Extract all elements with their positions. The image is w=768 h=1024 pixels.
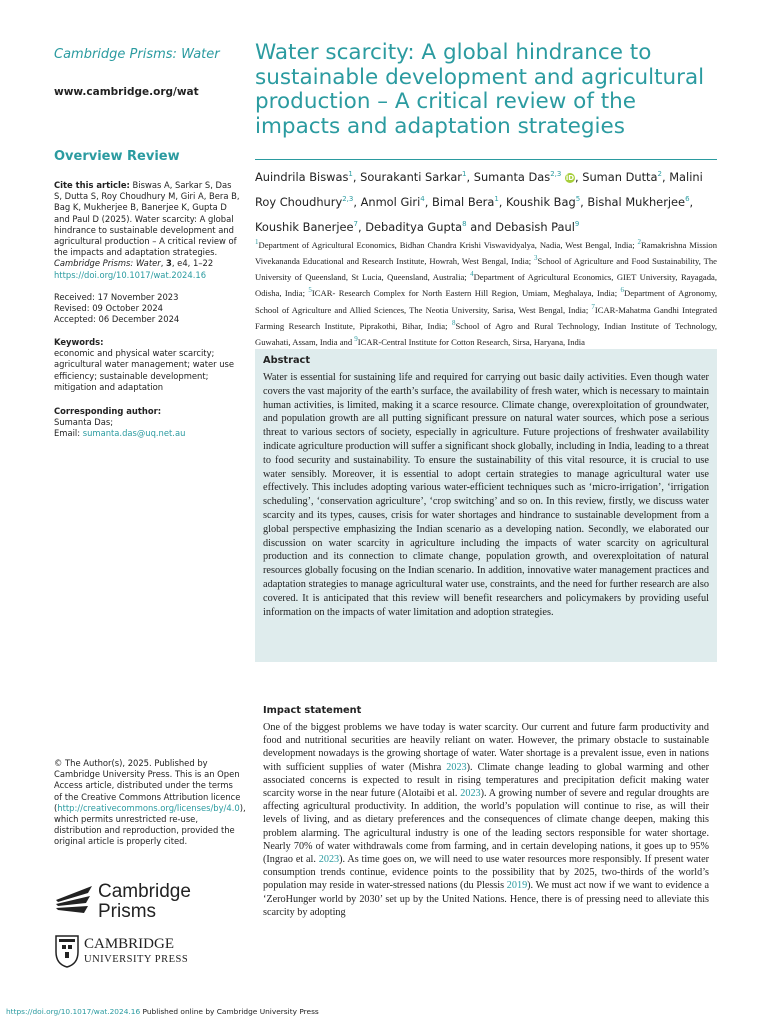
author-affiliation-number: 2 [657, 170, 662, 178]
author-affiliation-number: 1 [494, 194, 499, 203]
affiliation-text: Department of Agricultural Economics, Bidhan Chandra Krishi Viswavidyalya, Nadia, West Bengal, India; [258, 239, 638, 250]
author-name: Bishal Mukherjee [587, 194, 686, 209]
affiliation-number: 8 [451, 318, 456, 327]
author-affiliation-number: 1 [462, 170, 467, 178]
revised-date: Revised: 09 October 2024 [54, 303, 164, 314]
received-date: Received: 17 November 2023 [54, 292, 179, 302]
author-affiliation-number: 1 [348, 170, 353, 178]
affiliations [255, 236, 717, 349]
cup-line2: UNIVERSITY PRESS [84, 954, 189, 965]
citation-link[interactable]: 2019 [506, 880, 528, 892]
impact-heading: Impact statement [263, 705, 362, 716]
citation-link[interactable]: 2023 [460, 788, 481, 800]
footer-text: Published online by Cambridge University Press [140, 1007, 319, 1016]
affiliation-text: School of Agriculture and Food Sustainability, The University of Queensland, St Lucia, Queensland, Australia; [255, 256, 717, 283]
journal-website[interactable]: www.cambridge.org/wat [54, 86, 199, 98]
cup-crest-icon [54, 934, 204, 968]
author-name: Malini Roy Choudhury [255, 169, 703, 209]
affiliation-text: ICAR- Research Complex for North Eastern Hill Region, Umiam, Meghalaya, India; [311, 288, 621, 299]
abstract-heading: Abstract [263, 355, 311, 366]
author-affiliation-number: 2,3 [342, 194, 354, 203]
keywords-block [54, 337, 242, 393]
affiliation-number: 7 [591, 302, 595, 311]
impact-statement [255, 699, 717, 925]
author-name: Sourakanti Sarkar [360, 169, 462, 184]
author-list: Auindrila Biswas$^1$, Sourakanti Sarkar$^1$, Sumanta Das$^{2,3}$ iD, Suman Dutta$^2$, Malini Roy Choudhury$^{2,3}$, Anmol Giri$^4$, Bimal Bera$^1$, Koushik Bag$^5$, Bishal Mukherjee$^6$, Koushik Banerjee$^7$, Debaditya Gupta$^8$ and Debasish Paul$^9$ [255, 169, 703, 234]
impact-text-4: ). As time goes on, we will need to use water resources more responsibly. If present water consumption trends continue, evidence points to the possibility that by 2025, two-thirds of the world’s population may reside in water-stressed nations (du Plessis [263, 854, 709, 892]
affiliation-number: 3 [534, 254, 538, 263]
cite-volume: 3 [166, 258, 172, 269]
cite-text: Biswas A, Sarkar S, Das S, Dutta S, Roy Choudhury M, Giri A, Bera B, Bag K, Mukherjee B, Banerjee K, Gupta D and Paul D (2025). Water scarcity: A global hindrance to sustainable development and agricultural production – A critical review of the impacts and adaptation strategies. [54, 180, 240, 258]
affiliation-number: 1 [255, 238, 259, 246]
cup-line1: CAMBRIDGE [84, 936, 175, 952]
corresponding-name: Sumanta Das; [54, 417, 114, 428]
impact-text [263, 721, 709, 919]
affiliation-text: Department of Agronomy, School of Agriculture and Allied Sciences, The Neotia University, Sarisa, West Bengal, India; [255, 288, 717, 315]
author-affiliation-number: 8 [462, 219, 467, 228]
abstract-text: Water is essential for sustaining life and required for carrying out basic daily activities. Even though water covers the vast majority of the earth’s surface, the availability of fresh water, which is necessary to maintain human activities, is limited, making it a scarce resource. Climate change, overexploitation of groundwater, and population growth are all putting significant pressure on natural water sources, which pose a serious threat to various sectors of society, especially in agriculture. Future projections of freshwater availability indicate agriculture production will suffer a significant shock globally, including in India, leading to a threat to food security and sustainability. To ensure the sustainability of this vital resource, it is crucial to use water sensibly. Moreover, it is essential to adopt certain strategies to manage agricultural water use effectively. This includes adopting various water-efficient techniques such as ‘micro-irrigation’, ‘irrigation scheduling’, ‘conservation agriculture’, ‘crop switching’ and so on. In this review, firstly, we discuss water scarcity and its types, causes, crisis for water shortages and hindrance to sustainable development from a global perspective emphasizing the Indian scenario as a developing nation. Secondly, we elaborated our discussion on water scarcity in agriculture including the impacts of water scarcity on agricultural production and its connection to climate change, population growth, and overexploitation of natural resources globally focusing on the Indian scenario. In addition, innovative water management practices and adaptation strategies to manage agricultural water use, constraints, and the need for further research are also covered. It is anticipated that this review will benefit researchers and policymakers by providing useful information on the impacts of water limitation and adoption strategies. [263, 372, 709, 618]
author-affiliation-number: 2,3 [550, 170, 562, 178]
affiliation-number: 9 [354, 334, 358, 343]
corresponding-label: Corresponding author: [54, 406, 162, 416]
journal-name: Cambridge Prisms: Water [54, 47, 220, 62]
and-word: and [466, 219, 496, 234]
affiliation-text: ICAR-Mahatma Gandhi Integrated Farming Research Institute, Piprakothi, Bihar, India; [255, 304, 717, 331]
author-affiliation-number: 9 [574, 219, 580, 228]
author-name: Anmol Giri [360, 194, 421, 209]
abstract-box [255, 349, 717, 662]
cup-logo [54, 934, 204, 973]
license-block [54, 758, 246, 848]
accepted-date: Accepted: 06 December 2024 [54, 314, 180, 325]
email-label: Email: [54, 428, 83, 439]
cite-label: Cite this article: [54, 180, 130, 190]
prisms-line2: Prisms [98, 901, 157, 920]
author-name: Debasish Paul [495, 219, 575, 234]
author-name: Suman Dutta [582, 169, 658, 184]
affiliation-number: 4 [470, 270, 474, 279]
author-name: Sumanta Das [473, 169, 551, 184]
author-name: Koushik Bag [506, 194, 576, 209]
affiliation-text: ICAR-Central Institute for Cotton Research, Sirsa, Haryana, India [357, 336, 585, 347]
cite-doi-link[interactable]: https://doi.org/10.1017/wat.2024.16 [54, 269, 207, 280]
title-divider [255, 159, 717, 160]
corresponding-block [54, 406, 242, 440]
author-affiliation-number: 4 [420, 194, 425, 203]
author-affiliation-number: 6 [685, 194, 690, 203]
article-title: Water scarcity: A global hindrance to sustainable development and agricultural production – A critical review of the impacts and adaptation strategies [255, 40, 705, 139]
impact-text-2: ). Climate change leading to global warming and other associated concerns is expected to result in rising temperatures and precipitation deficit making water scarcity worse in the near future (Alotaibi et al. [263, 761, 709, 800]
impact-text-1: One of the biggest problems we have today is water scarcity. Our current and future farm productivity and food and nutritional securities are heavily reliant on water. However, the primary obstacle to sustainable development nowadays is the growing shortage of water. Water shortage is a prevalent issue, even in nations with sufficient supplies of water (Mishra [263, 722, 709, 773]
keywords-text: economic and physical water scarcity; agricultural water management; water use efficiency; sustainable development; mitigation and adaptation [54, 348, 235, 392]
license-text-1: © The Author(s), 2025. Published by Cambridge University Press. This is an Open Access article, distributed under the terms of the Creative Commons Attribution licence ( [54, 758, 241, 813]
affiliation-number: 2 [637, 238, 642, 246]
license-link[interactable]: http://creativecommons.org/licenses/by/4.0 [57, 802, 240, 813]
cite-journal: Cambridge Prisms: Water [54, 258, 161, 269]
footer-doi-link[interactable]: https://doi.org/10.1017/wat.2024.16 [6, 1007, 141, 1016]
author-name: Koushik Banerjee [255, 219, 354, 234]
affiliation-number: 5 [308, 286, 312, 295]
license-text-2: ), which permits unrestricted re-use, distribution and reproduction, provided the original article is properly cited. [54, 802, 246, 847]
keywords-label: Keywords: [54, 337, 104, 347]
orcid-icon[interactable]: iD [565, 173, 575, 182]
prisms-line1: Cambridge [98, 881, 191, 902]
affiliation-text: Department of Agricultural Economics, GIET University, Rayagada, Odisha, India; [255, 272, 717, 299]
affiliation-text: Ramakrishna Mission Vivekananda Educational and Research Institute, Howrah, West Bengal, India; [255, 239, 717, 267]
author-name: Debaditya Gupta [365, 219, 463, 234]
dates-block [54, 292, 242, 326]
impact-text-3: ). A growing number of severe and regular droughts are affecting agricultural productivity. In addition, the world’s population will continue to rise, as will their levels of living, and as dietary preferences and the consequences of climate change deepen, making this problem alarming. The agricultural industry is one of the leading sectors responsible for water shortage. Nearly 70% of water withdrawals come from farming, and in certain developing nations, it goes up to 95% (Ingrao et al. [263, 788, 709, 866]
prisms-mark-icon [54, 880, 204, 920]
article-type: Overview Review [54, 149, 180, 164]
affiliation-text: School of Agro and Rural Technology, Indian Institute of Technology, Guwahati, Assam, India and [255, 320, 717, 347]
page-footer [6, 1007, 319, 1016]
author-name: Auindrila Biswas [255, 169, 349, 184]
cite-pages: , e4, 1–22 [171, 258, 214, 269]
impact-text-5: ). We must act now if we want to evidence a ‘ZeroHunger world by 2030’ set up by the United Nations. Hence, there is of pressing need to alleviate this scarcity by adopting [263, 880, 709, 918]
affiliation-number: 6 [620, 286, 625, 295]
cambridge-prisms-logo [54, 880, 204, 925]
email-link[interactable]: sumanta.das@uq.net.au [82, 428, 186, 439]
citation-block: Cite this article: Biswas A, Sarkar S, Das S, Dutta S, Roy Choudhury M, Giri A, Bera B, Bag K, Mukherjee B, Banerjee K, Gupta D and Paul D (2025). Water scarcity: A global hindrance to sustainable development and agricultural production – A critical review of the impacts and adaptation strategies. Cambridge Prisms: Water, 3, e4, 1–22 https://doi.org/10.1017/wat.2024.16 [54, 180, 240, 280]
citation-link[interactable]: 2023 [446, 761, 467, 773]
author-name: Bimal Bera [432, 194, 495, 209]
author-affiliation-number: 5 [575, 194, 581, 203]
citation-link[interactable]: 2023 [318, 854, 340, 866]
author-affiliation-number: 7 [353, 219, 358, 228]
